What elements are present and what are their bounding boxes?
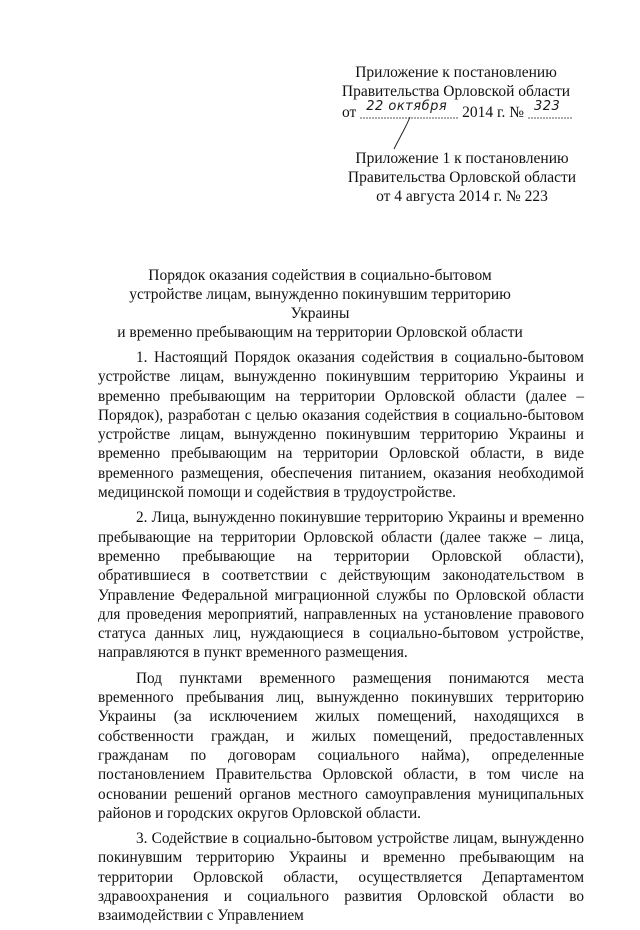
- paragraph-4: 3. Содействие в социально-бытовом устройстве лицам, вынужденно покинувшим территорию Украины и временно пребывающим на территории Орловской области, осуществляется Департаментом здравоохранения и социального развития Орловской области во взаимодействии с Управлением: [98, 830, 584, 925]
- appendix-line-1: Приложение к постановлению: [355, 64, 557, 81]
- title-line-1: Порядок оказания содействия в социально-бытовом: [148, 267, 492, 284]
- pen-stroke-mark: [388, 115, 418, 151]
- handwritten-date: 22 октября: [366, 99, 448, 114]
- appendix-header-original: [340, 149, 584, 206]
- appendix-header-current: [336, 63, 576, 122]
- title-line-2: устройстве лицам, вынужденно покинувшим территорию Украины: [129, 286, 511, 322]
- number-field: [528, 101, 572, 117]
- paragraph-2: 2. Лица, вынужденно покинувшие территорию Украины и временно пребывающие на территории Орловской области (далее также – лица, временно пребывающие на территории Орловской области), обратившиеся в соответствии с действующим законодательством в Управление Федеральной миграционной службы по Орловской области для проведения мероприятий, направленных на установление правового статуса данных лиц, нуждающиеся в социально-бытовом устройстве, направляются в пункт временного размещения.: [98, 509, 584, 662]
- appendix-original-line-3: от 4 августа 2014 г. № 223: [376, 188, 548, 205]
- document-body: [98, 348, 584, 930]
- year-text: 2014 г. №: [462, 104, 525, 121]
- appendix-original-line-1: Приложение 1 к постановлению: [355, 150, 569, 167]
- handwritten-number: 323: [533, 99, 561, 114]
- appendix-original-line-2: Правительства Орловской области: [347, 169, 577, 186]
- title-line-3: и временно пребывающим на территории Орловской области: [117, 324, 523, 341]
- from-label: от: [342, 104, 357, 121]
- number-underline: [528, 103, 572, 121]
- document-title: [100, 266, 540, 342]
- appendix-line-2: Правительства Орловской области: [341, 83, 571, 100]
- paragraph-1: 1. Настоящий Порядок оказания содействия в социально-бытовом устройстве лицам, вынужденно покинувшим территорию Украины и временно пребывающим на территории Орловской области (далее – Порядок), разработан с целью оказания содействия в социально-бытовом устройстве лицам, вынужденно покинувшим территорию Украины и временно пребывающим на территории Орловской области, в виде временного размещения, обеспечения питанием, оказания необходимой медицинской помощи и содействия в трудоустройстве.: [98, 349, 584, 502]
- paragraph-3: Под пунктами временного размещения понимаются места временного пребывания лиц, вынужденно покинувших территорию Украины (за исключением жилых помещений, находящихся в собственности граждан, и жилых помещений, предоставленных гражданам по договорам социального найма), определенные постановлением Правительства Орловской области, в том числе на основании решений органов местного самоуправления муниципальных районов и городских округов Орловской области.: [98, 669, 584, 822]
- appendix-line-3: [336, 101, 576, 122]
